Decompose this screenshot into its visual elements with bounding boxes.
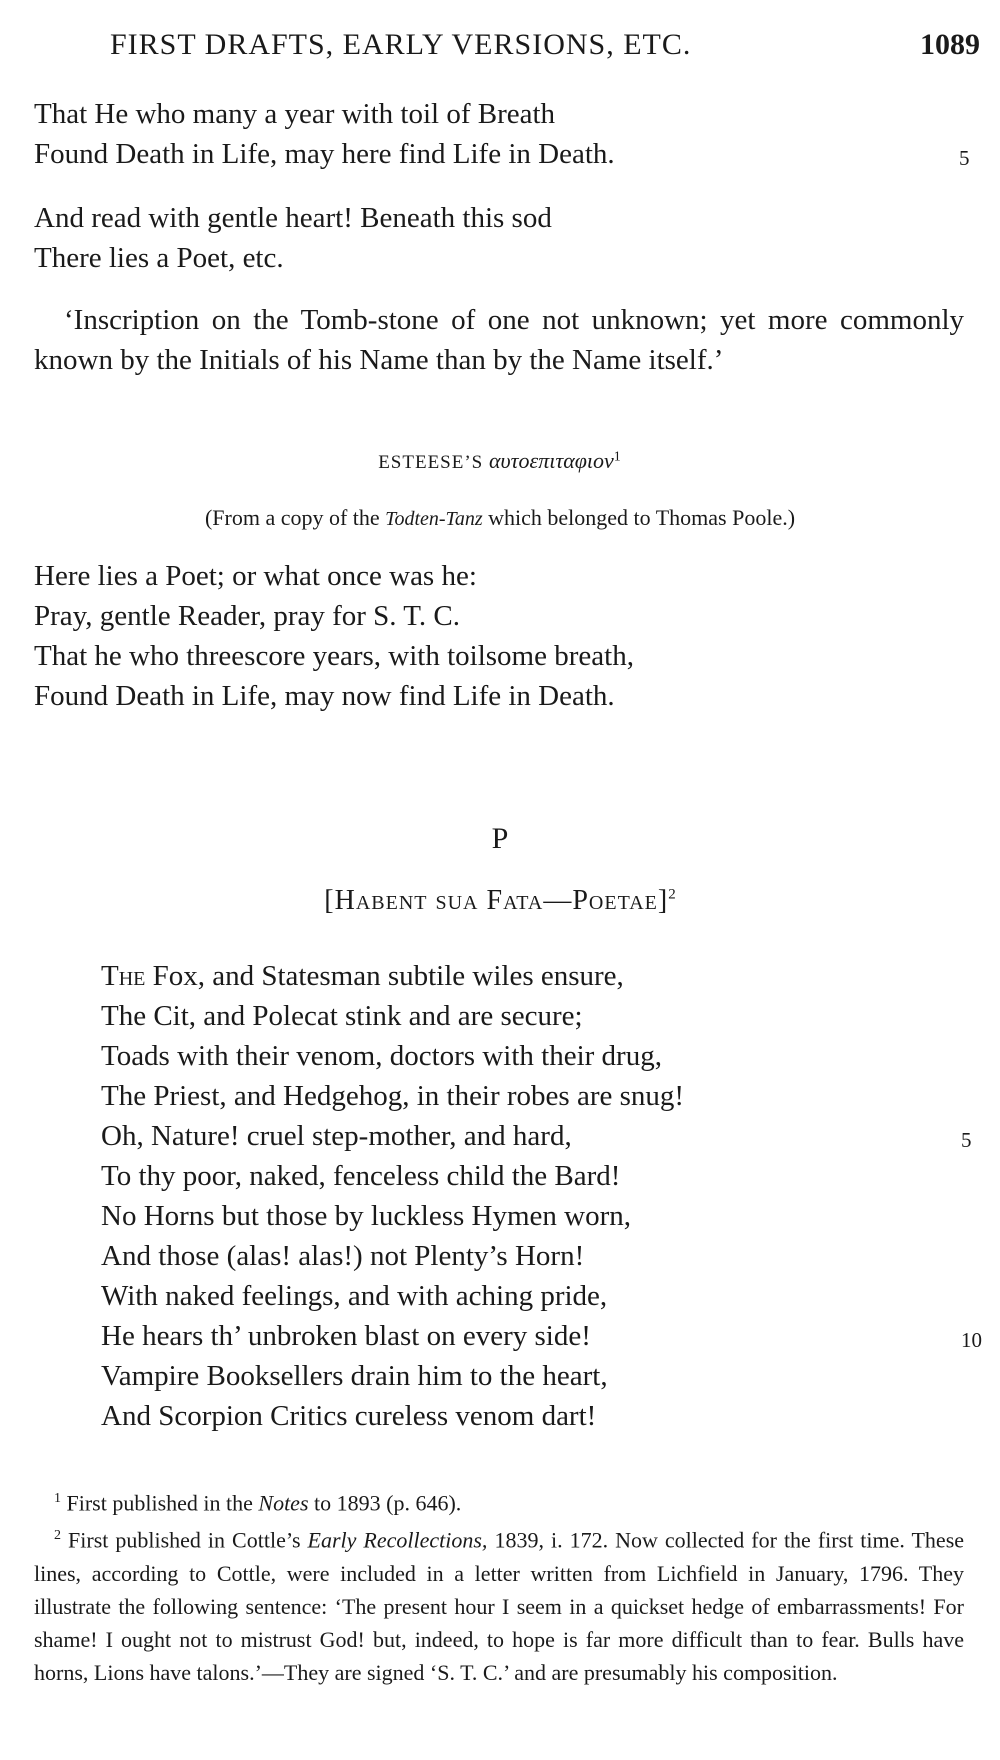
verse-line: Here lies a Poet; or what once was he:	[34, 560, 477, 592]
verse-line: Vampire Booksellers drain him to the heart,	[101, 1360, 608, 1392]
section-letter: P	[491, 822, 509, 855]
source-note-suffix: which belonged to Thomas Poole.)	[488, 505, 796, 530]
running-title: FIRST DRAFTS, EARLY VERSIONS, ETC.	[110, 28, 692, 61]
verse-line: And read with gentle heart! Beneath this sod	[34, 202, 552, 234]
verse-line-text: He hears th’ unbroken blast on every side!	[101, 1320, 591, 1352]
source-note-prefix: (From a copy of the	[204, 505, 380, 530]
section-title	[0, 885, 1000, 917]
verse-line	[101, 1116, 981, 1156]
title-dash: —	[543, 885, 573, 916]
epitaph-heading-name: ESTEESE’S	[378, 452, 484, 473]
source-note-title: Todten-Tanz	[385, 508, 483, 530]
line-number: 5	[959, 146, 970, 170]
running-header	[110, 28, 980, 62]
footnote-marker: 2	[668, 886, 676, 903]
verse-line	[34, 134, 970, 174]
title-part-one: Habent sua Fata	[334, 885, 544, 916]
verse-line-text: Oh, Nature! cruel step-mother, and hard,	[101, 1120, 572, 1152]
inscription-paragraph: ‘Inscription on the Tomb-stone of one not unknown; yet more commonly known by the Initials of his Name than by the Name itself.’	[34, 304, 964, 376]
footnote-marker: 1	[54, 1491, 61, 1506]
epitaph-heading-greek: αυτοεπιταφιον	[489, 448, 614, 473]
footnote-title: Early Recollections,	[307, 1527, 488, 1553]
footnote-text: to 1893 (p. 646).	[314, 1490, 462, 1516]
poem-verse	[101, 956, 981, 1436]
footnote-1	[34, 1482, 964, 1519]
title-bracket-close: ]	[657, 885, 669, 916]
epitaph-source-note	[0, 505, 1000, 531]
line-number: 10	[961, 1328, 982, 1352]
verse-line: Toads with their venom, doctors with their drug,	[101, 1040, 662, 1072]
epitaph-verse	[34, 556, 964, 716]
verse-line: The Cit, and Polecat stink and are secure;	[101, 1000, 583, 1032]
page-number: 1089	[920, 28, 980, 61]
footnote-text: 1839, i. 172. Now collected for the first time. These lines, according to Cottle, were included in a letter written from Lichfield in January, 1796. They illustrate the following sentence: ‘The present hour I seem in a quickset hedge of embarrassments! For shame! I ought not to mistrust God! but, indeed, to hope is far more difficult than to fear. Bulls have horns, Lions have talons.’—They are signed ‘S. T. C.’ and are presumably his composition.	[34, 1527, 965, 1685]
verse-line: That he who threescore years, with toilsome breath,	[34, 640, 634, 672]
footnote-title: Notes	[258, 1490, 309, 1516]
verse-line: No Horns but those by luckless Hymen worn,	[101, 1200, 632, 1232]
verse-line	[101, 1316, 981, 1356]
footnote-marker: 1	[613, 449, 622, 465]
verse-line: Pray, gentle Reader, pray for S. T. C.	[34, 600, 460, 632]
verse-line: There lies a Poet, etc.	[34, 242, 284, 274]
line-number: 5	[961, 1128, 972, 1152]
version-one-verse	[34, 94, 970, 174]
epitaph-heading	[0, 448, 1000, 474]
verse-line: The Priest, and Hedgehog, in their robes are snug!	[101, 1080, 685, 1112]
version-two-verse	[34, 198, 964, 278]
verse-line: With naked feelings, and with aching pride,	[101, 1280, 608, 1312]
verse-line: Found Death in Life, may now find Life in Death.	[34, 680, 615, 712]
footnote-2	[34, 1519, 964, 1688]
footnotes	[34, 1482, 964, 1689]
verse-line	[101, 956, 981, 996]
poem-first-line-rest: Fox, and Statesman subtile wiles ensure,	[145, 960, 624, 992]
verse-line: And Scorpion Critics cureless venom dart!	[101, 1400, 597, 1432]
verse-line-text: Found Death in Life, may here find Life in Death.	[34, 138, 615, 170]
poem-first-word: The	[101, 960, 146, 992]
title-part-two: Poetae	[572, 885, 658, 916]
footnote-marker: 2	[54, 1528, 61, 1544]
verse-line: That He who many a year with toil of Breath	[34, 98, 556, 130]
footnote-text: First published in the	[66, 1490, 253, 1516]
verse-line: And those (alas! alas!) not Plenty’s Horn!	[101, 1240, 585, 1272]
verse-line: To thy poor, naked, fenceless child the Bard!	[101, 1160, 621, 1192]
title-bracket-open: [	[324, 885, 335, 916]
footnote-text: First published in Cottle’s	[68, 1527, 301, 1553]
